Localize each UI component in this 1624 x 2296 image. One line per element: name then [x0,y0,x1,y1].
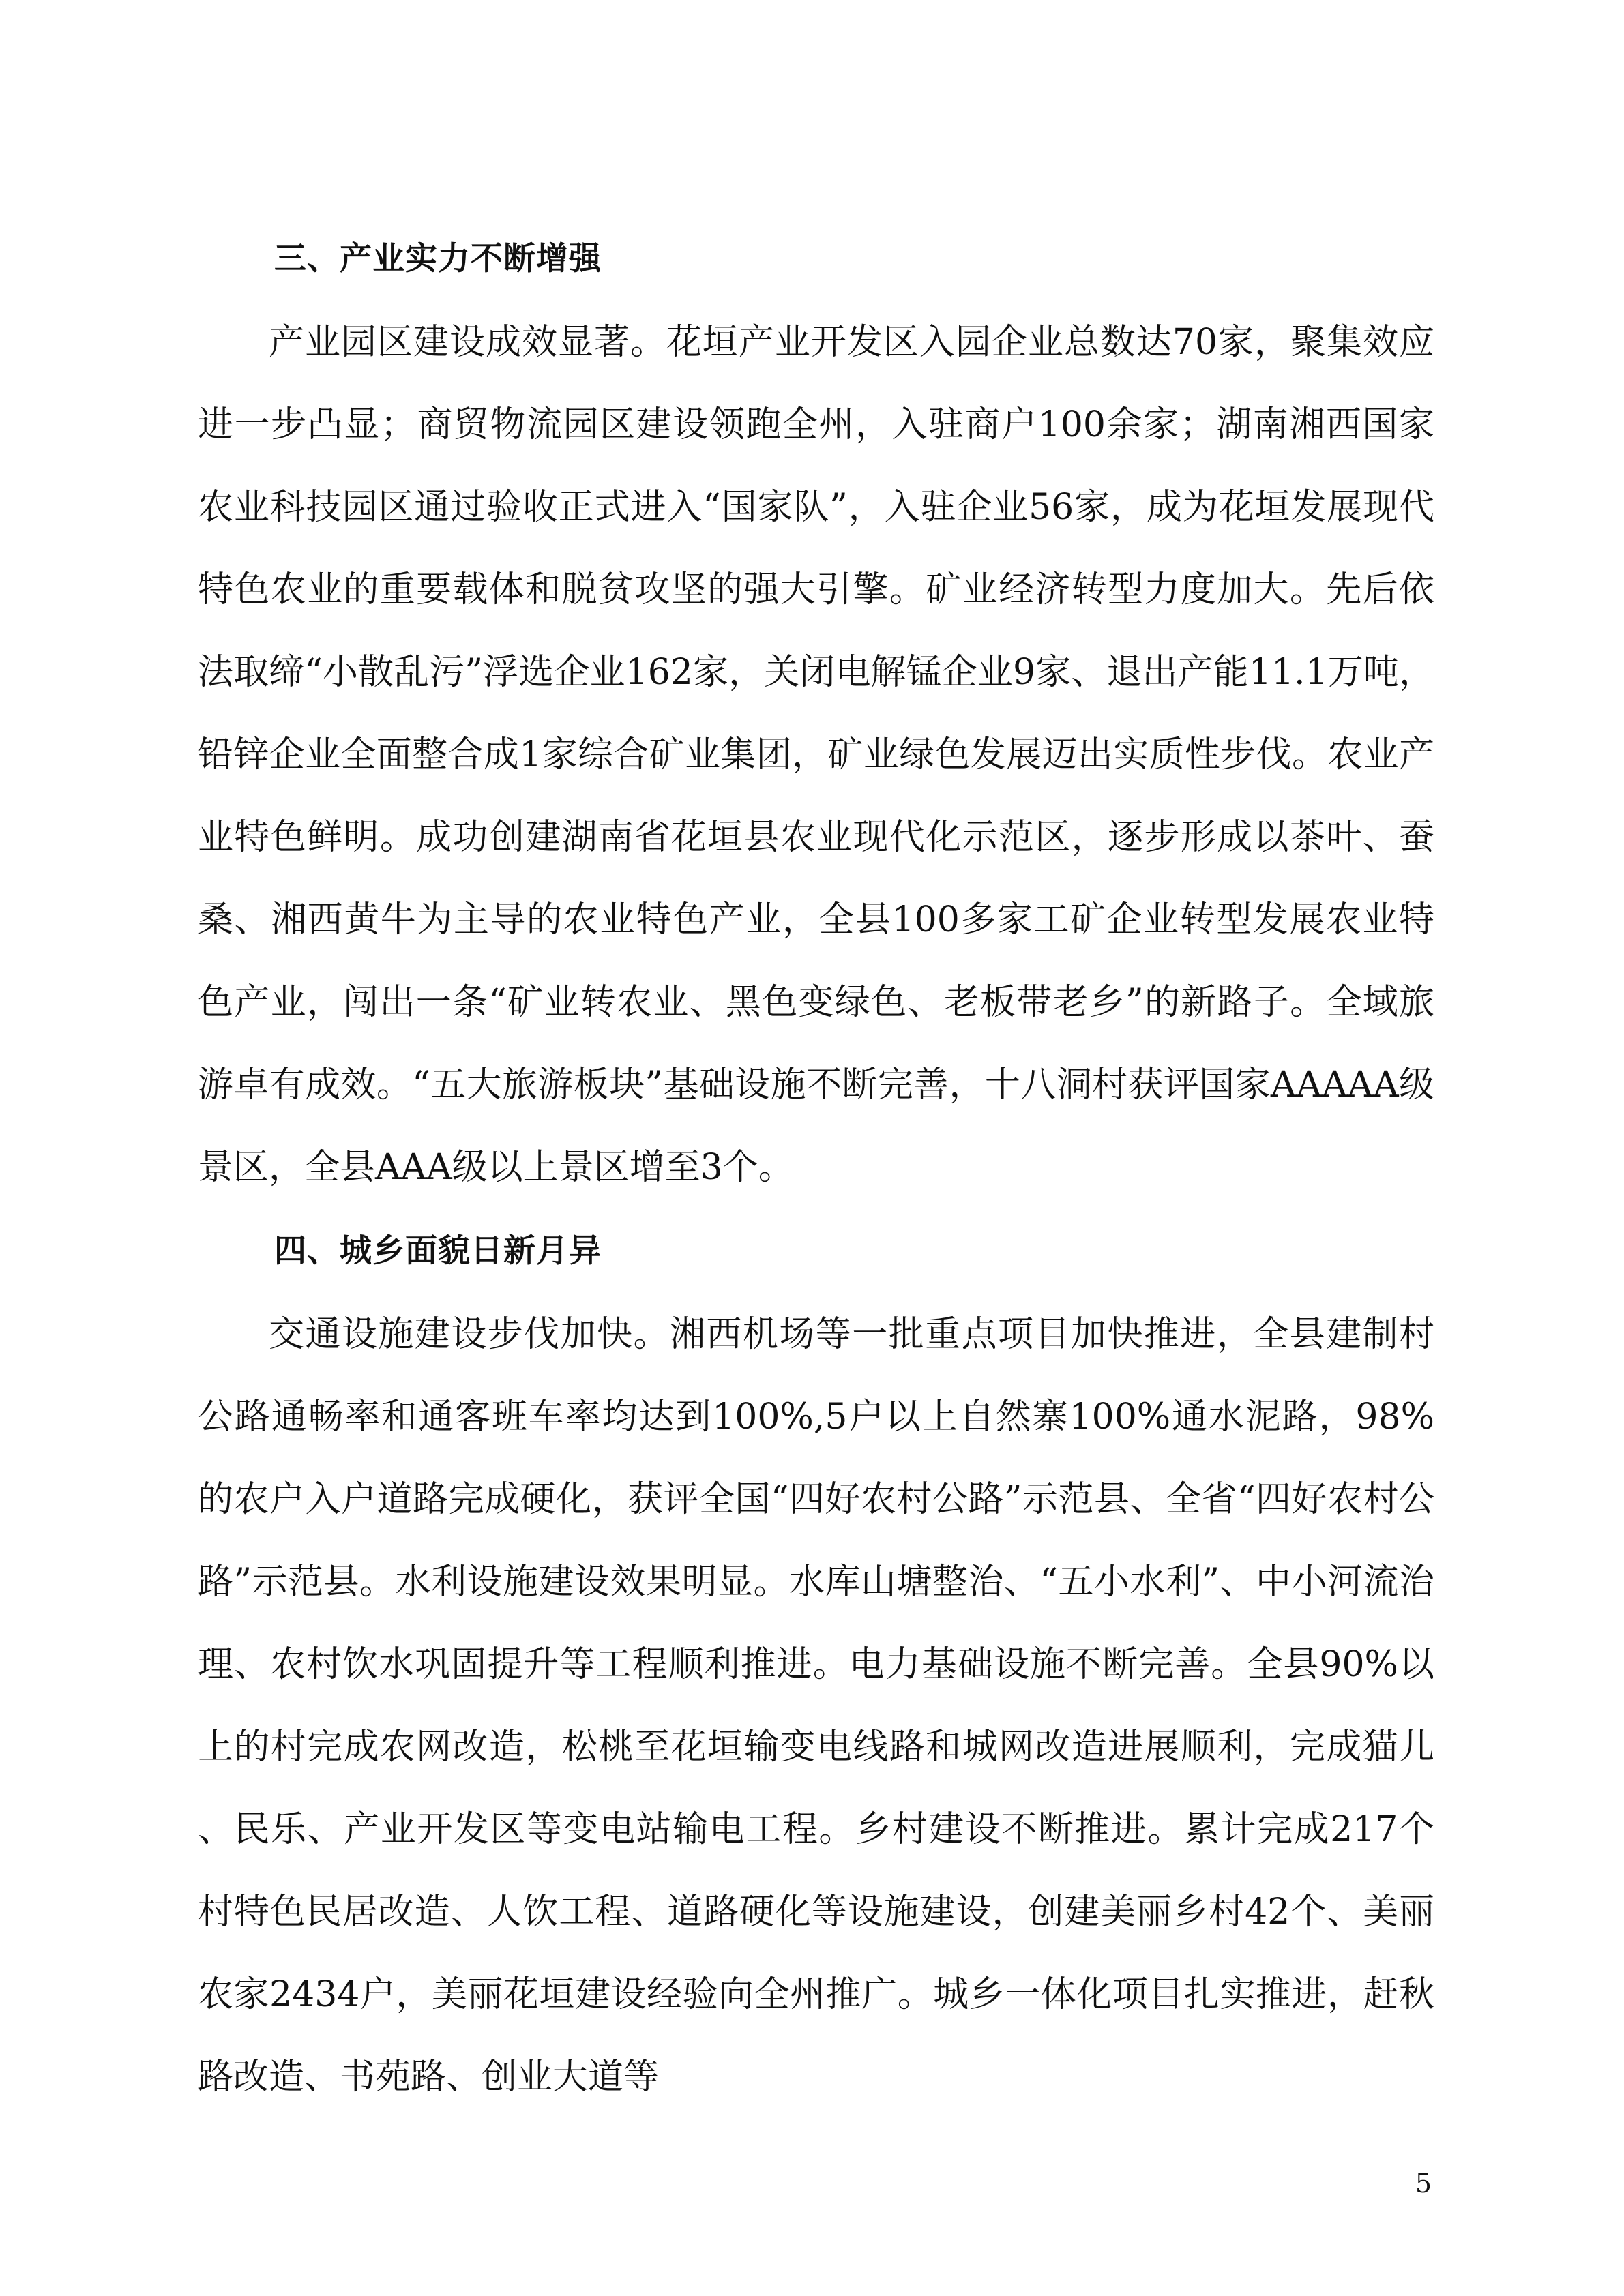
section-paragraph-urban-rural: 交通设施建设步伐加快。湘西机场等一批重点项目加快推进，全县建制村公路通畅率和通客班车率均达到100%,5户以上自然寨100%通水泥路，98%的农户入户道路完成硬化，获评全国“四好农村公路”示范县、全省“四好农村公路”示范县。水利设施建设效果明显。水库山塘整治、“五小水利”、中小河流治理、农村饮水巩固提升等工程顺利推进。电力基础设施不断完善。全县90%以上的村完成农网改造，松桃至花垣输变电线路和城网改造进展顺利，完成猫儿、民乐、产业开发区等变电站输电工程。乡村建设不断推进。累计完成217个村特色民居改造、人饮工程、道路硬化等设施建设，创建美丽乡村42个、美丽农家2434户，美丽花垣建设经验向全州推广。城乡一体化项目扎实推进，赶秋路改造、书苑路、创业大道等 [198,1314,1434,2098]
section-paragraph-industry: 产业园区建设成效显著。花垣产业开发区入园企业总数达70家，聚集效应进一步凸显；商贸物流园区建设领跑全州，入驻商户100余家；湖南湘西国家农业科技园区通过验收正式进入“国家队”，入驻企业56家，成为花垣发展现代特色农业的重要载体和脱贫攻坚的强大引擎。矿业经济转型力度加大。先后依法取缔“小散乱污”浮选企业162家，关闭电解锰企业9家、退出产能11.1万吨，铅锌企业全面整合成1家综合矿业集团，矿业绿色发展迈出实质性步伐。农业产业特色鲜明。成功创建湖南省花垣县农业现代化示范区，逐步形成以茶叶、蚕桑、湘西黄牛为主导的农业特色产业，全县100多家工矿企业转型发展农业特色产业，闯出一条“矿业转农业、黑色变绿色、老板带老乡”的新路子。全域旅游卓有成效。“五大旅游板块”基础设施不断完善，十八洞村获评国家AAAAA级景区，全县AAA级以上景区增至3个。 [198,322,1434,1188]
page-number: 5 [1415,2168,1432,2198]
document-body [198,217,1434,2119]
section-heading-urban-rural: 四、城乡面貌日新月异 [274,1232,602,1270]
section-heading-industry: 三、产业实力不断增强 [274,240,602,278]
